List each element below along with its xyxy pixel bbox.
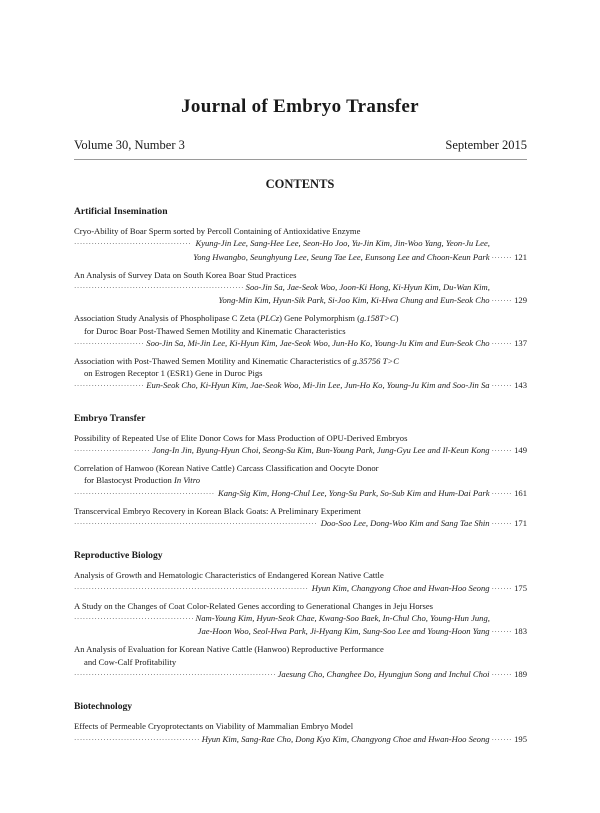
page-number: 175 [514, 582, 527, 593]
author-line [74, 379, 527, 392]
toc-entry[interactable] [74, 355, 527, 393]
toc-entry[interactable] [74, 643, 527, 681]
contents-heading: CONTENTS [265, 177, 335, 191]
section-title: Reproductive Biology [74, 550, 163, 562]
dot-leader [74, 734, 199, 746]
dot-leader [74, 613, 193, 625]
issue-info [74, 138, 527, 153]
authors: Jae-Hoon Woo, Seol-Hwa Park, Ji-Hyang Kim, Sung-Soo Lee and Young-Hoon Yang [197, 626, 490, 637]
author-line [74, 668, 527, 681]
author-line [74, 444, 527, 457]
dot-leader [74, 238, 192, 250]
author-line [74, 733, 527, 746]
authors: Kyung-Jin Lee, Sang-Hee Lee, Seon-Ho Joo, Yu-Jin Kim, Jin-Woo Yang, Yeon-Ju Lee, [195, 238, 490, 249]
table-of-contents [74, 206, 527, 751]
authors: Jaesung Cho, Changhee Do, Hyungjun Song and Inchul Choi [277, 668, 490, 679]
authors: Jong-In Jin, Byung-Hyun Choi, Seong-Su Kim, Bun-Young Park, Jung-Gyu Lee and Il-Keun Kong [152, 445, 490, 456]
page-number: 183 [514, 626, 527, 637]
journal-title: Journal of Embryo Transfer [181, 96, 419, 117]
dot-leader [74, 380, 143, 392]
dot-leader: ······· [491, 670, 513, 679]
dot-leader: ······· [491, 489, 513, 498]
toc-entry[interactable] [74, 225, 527, 264]
dot-leader: ······· [491, 584, 513, 593]
issue-date: September 2015 [445, 138, 527, 152]
article-title: An Analysis of Evaluation for Korean Native Cattle (Hanwoo) Reproductive Performance [74, 644, 384, 655]
dot-leader [74, 445, 149, 457]
toc-section [74, 550, 527, 681]
section-title: Embryo Transfer [74, 412, 146, 424]
authors: Yong Hwangbo, Seunghyung Lee, Seung Tae Lee, Eunsong Lee and Choon-Keun Park [193, 251, 490, 262]
authors: Doo-Soo Lee, Dong-Woo Kim and Sang Tae Shin [320, 518, 490, 529]
toc-entry[interactable] [74, 569, 527, 594]
author-line [74, 337, 527, 350]
page-number: 195 [514, 733, 527, 744]
article-title: Association with Post-Thawed Semen Motility and Kinematic Characteristics of g.35756 T>C [74, 356, 399, 367]
page-number: 121 [514, 251, 527, 262]
page-number: 129 [514, 295, 527, 306]
toc-entry[interactable] [74, 432, 527, 457]
dot-leader [74, 518, 318, 530]
article-title: Effects of Permeable Cryoprotectants on Viability of Mammalian Embryo Model [74, 721, 354, 732]
author-line [74, 582, 527, 595]
section-title: Biotechnology [74, 701, 133, 713]
author-line [74, 612, 527, 625]
toc-section [74, 413, 527, 531]
article-title: on Estrogen Receptor 1 (ESR1) Gene in Duroc Pigs [84, 368, 263, 379]
toc-entry[interactable] [74, 269, 527, 308]
article-title: for Blastocyst Production In Vitro [84, 475, 201, 486]
author-line [74, 251, 527, 264]
dot-leader: ······· [491, 735, 513, 744]
toc-entry[interactable] [74, 462, 527, 500]
author-line [74, 625, 527, 638]
authors: Yong-Min Kim, Hyun-Sik Park, Si-Joo Kim, Ki-Hwa Chung and Eun-Seok Cho [218, 295, 490, 306]
author-line [74, 237, 527, 250]
page-number: 137 [514, 337, 527, 348]
authors: Soo-Jin Sa, Mi-Jin Lee, Ki-Hyun Kim, Jae-Seok Woo, Jun-Ho Ko, Young-Ju Kim and Eun-Seok Cho [146, 337, 490, 348]
volume-number: Volume 30, Number 3 [74, 138, 185, 152]
dot-leader [74, 669, 275, 681]
toc-section [74, 206, 527, 393]
dot-leader: ······· [491, 447, 513, 456]
article-title: A Study on the Changes of Coat Color-Related Genes according to Generational Changes in Jeju Horses [74, 600, 434, 611]
dot-leader [74, 282, 243, 294]
toc-section [74, 701, 527, 746]
authors: Eun-Seok Cho, Ki-Hyun Kim, Jae-Seok Woo, Mi-Jin Lee, Jun-Ho Ko, Young-Ju Kim and Soo-Jin Sa [146, 380, 490, 391]
page-number: 171 [514, 518, 527, 529]
section-title: Artificial Insemination [74, 206, 168, 217]
authors: Nam-Young Kim, Hyun-Seok Chae, Kwang-Soo Baek, In-Chul Cho, Young-Hun Jung, [195, 613, 490, 624]
dot-leader: ······· [491, 520, 513, 529]
article-title: Possibility of Repeated Use of Elite Donor Cows for Mass Production of OPU-Derived Embryos [74, 432, 408, 443]
dot-leader: ······· [491, 382, 513, 391]
author-line [74, 294, 527, 307]
author-line [74, 487, 527, 500]
article-title: and Cow-Calf Profitability [84, 656, 177, 667]
toc-entry[interactable] [74, 312, 527, 350]
article-title: Analysis of Growth and Hematologic Characteristics of Endangered Korean Native Cattle [74, 570, 384, 581]
article-title: Transcervical Embryo Recovery in Korean Black Goats: A Preliminary Experiment [74, 505, 361, 516]
article-title: An Analysis of Survey Data on South Korea Boar Stud Practices [74, 269, 297, 280]
dot-leader [74, 583, 309, 595]
dot-leader: ······· [491, 628, 513, 637]
page-number: 143 [514, 380, 527, 391]
article-title: Association Study Analysis of Phospholipase C Zeta (PLCz) Gene Polymorphism (g.158T>C) [74, 313, 399, 324]
section-gap [74, 686, 527, 701]
dot-leader: ······· [491, 339, 513, 348]
authors: Kang-Sig Kim, Hong-Chul Lee, Yong-Su Park, So-Sub Kim and Hum-Dai Park [218, 487, 490, 498]
author-line [74, 517, 527, 530]
page-number: 189 [514, 668, 527, 679]
dot-leader [74, 488, 215, 500]
article-title: for Duroc Boar Post-Thawed Semen Motility and Kinematic Characteristics [84, 325, 346, 336]
article-title: Correlation of Hanwoo (Korean Native Cattle) Carcass Classification and Oocyte Donor [74, 463, 379, 474]
page-number: 161 [514, 487, 527, 498]
dot-leader [74, 338, 143, 350]
toc-entry[interactable] [74, 720, 527, 745]
header-divider [74, 159, 527, 160]
article-title: Cryo-Ability of Boar Sperm sorted by Percoll Containing of Antioxidative Enzyme [74, 226, 361, 237]
toc-entry[interactable] [74, 505, 527, 530]
toc-entry[interactable] [74, 600, 527, 639]
page-number: 149 [514, 445, 527, 456]
authors: Hyun Kim, Sang-Rae Cho, Dong Kyo Kim, Changyong Choe and Hwan-Hoo Seong [201, 733, 490, 744]
author-line [74, 281, 527, 294]
dot-leader: ······· [491, 297, 513, 306]
authors: Hyun Kim, Changyong Choe and Hwan-Hoo Seong [311, 582, 490, 593]
authors: Soo-Jin Sa, Jae-Seok Woo, Joon-Ki Hong, Ki-Hyun Kim, Du-Wan Kim, [245, 282, 490, 293]
section-gap [74, 535, 527, 550]
dot-leader: ······· [491, 253, 513, 262]
section-gap [74, 398, 527, 413]
